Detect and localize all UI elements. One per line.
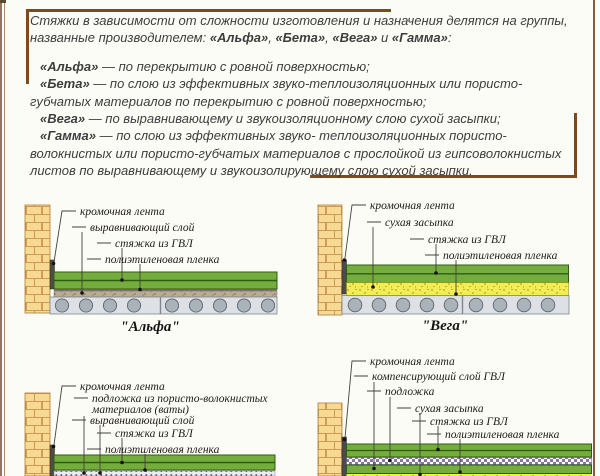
film-layer [54,289,277,291]
svg-text:полиэтиленовая пленка: полиэтиленовая пленка [105,254,220,266]
svg-text:кромочная лента: кромочная лента [80,206,165,218]
group-name-gamma: «Гамма» [391,30,448,46]
svg-text:кромочная лента: кромочная лента [370,200,455,212]
leveling-layer [54,291,277,297]
separator: , [268,30,276,46]
svg-text:сухая засыпка: сухая засыпка [385,217,454,229]
list-item-alpha [30,58,572,75]
screed-layer [54,272,277,289]
intro-paragraph [30,12,572,47]
film-underlay-layer [54,471,275,476]
svg-text:материалов (ваты): материалов (ваты) [92,404,189,416]
list-item-gamma [30,127,572,179]
brick-wall [25,393,50,476]
item-text: — по выравнивающему и звукоизоляционному слою сухой засыпки; [85,111,501,127]
svg-text:стяжка из ГВЛ: стяжка из ГВЛ [115,428,193,440]
compensating-layer [347,465,592,474]
edge-tape [342,437,347,476]
svg-text:стяжка из ГВЛ: стяжка из ГВЛ [115,238,193,250]
floor-slab [342,296,569,315]
svg-text:кромочная лента: кромочная лента [370,356,455,368]
caption-alpha: "Альфа" [120,319,180,335]
svg-text:компенсирующий слой ГВЛ: компенсирующий слой ГВЛ [372,371,505,383]
separator: , [325,30,333,46]
floor-slab [50,297,277,314]
brick-wall [25,205,50,313]
svg-text:стяжка из ГВЛ: стяжка из ГВЛ [428,234,506,246]
intro-lead: Стяжки в зависимости от сложности изготовления и назначения делятся на группы, названные производителем: [30,13,568,46]
item-text: — по слою из эффективных звуко- теплоизоляционных пористо-волокнистых или пористо-губчатых материалов с прослойкой из гипсоволокнистых листов по выравнивающему и звукоизолирующему слою сухой засыпки. [30,128,562,179]
diagram-alpha [10,198,300,340]
svg-text:подложка: подложка [385,386,435,398]
separator: : [447,30,452,46]
group-name-alpha: «Альфа» [209,30,269,46]
underlay-layer [347,458,592,465]
item-name: «Бета» [40,76,90,92]
page-border-left-inner [4,0,5,476]
svg-text:сухая засыпка: сухая засыпка [415,403,484,415]
svg-text:выравнивающий слой: выравнивающий слой [90,222,195,234]
screed-layer [347,444,592,457]
svg-text:полиэтиленовая пленка: полиэтиленовая пленка [445,429,560,441]
separator: и [377,30,392,46]
screed-layer [54,455,275,470]
brick-wall [318,205,342,315]
screed-layer [347,265,569,283]
page-border-left-outer [0,0,2,476]
caption-vega: "Вега" [421,318,469,334]
item-text: — по слою из эффективных звуко-теплоизоляционных или пористо-губчатых материалов по перекрытию с ровной поверхностью; [30,76,523,109]
brick-wall [318,403,342,476]
diagram-gamma [310,345,600,476]
text-block [30,12,572,180]
edge-tape [342,260,347,294]
svg-text:подложка из пористо-волокнисты: подложка из пористо-волокнистых [92,393,268,405]
label-edge-tape [343,200,455,262]
group-name-beta: «Бета» [275,30,326,46]
list-item-vega [30,110,572,127]
diagram-vega [310,198,600,340]
diagram-beta [10,345,300,476]
svg-text:стяжка из ГВЛ: стяжка из ГВЛ [430,416,508,428]
group-name-vega: «Вега» [332,30,378,46]
corner-mark [0,0,6,3]
item-name: «Гамма» [40,128,96,144]
svg-text:полиэтиленовая пленка: полиэтиленовая пленка [105,444,220,456]
svg-text:полиэтиленовая пленка: полиэтиленовая пленка [443,250,558,262]
list-item-beta [30,75,572,110]
svg-text:кромочная лента: кромочная лента [80,381,165,393]
svg-text:выравнивающий слой: выравнивающий слой [90,415,195,427]
item-name: «Вега» [40,111,86,127]
item-text: — по перекрытию с ровной поверхностью; [98,58,370,74]
item-name: «Альфа» [40,58,99,74]
